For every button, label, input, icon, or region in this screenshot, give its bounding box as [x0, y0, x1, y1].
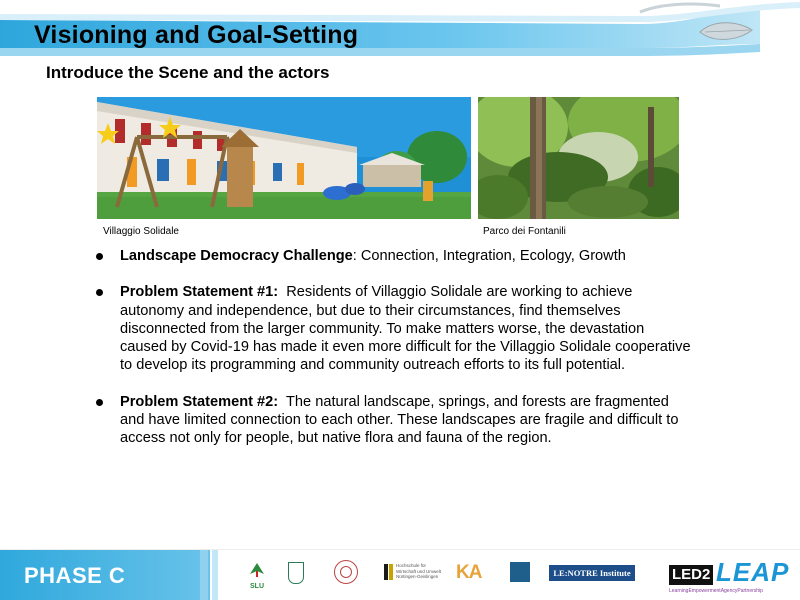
bullet-heading: Landscape Democracy Challenge [120, 248, 353, 264]
page-title: Visioning and Goal-Setting [34, 21, 359, 49]
partner-logo [510, 562, 530, 582]
led2-logo: LED2 [669, 565, 713, 585]
bullet-body: Connection, Integration, Ecology, Growth [360, 248, 626, 264]
villaggio-solidale-photo [97, 97, 471, 219]
phase-label: PHASE C [24, 563, 126, 588]
problem-list [93, 247, 693, 466]
phase-banner [0, 550, 210, 600]
leap-logo: LEAP [716, 557, 790, 587]
slu-leaf-icon [246, 562, 268, 578]
list-item [93, 247, 693, 265]
ka-logo: KA [456, 562, 482, 583]
bullet-heading: Problem Statement #1: [120, 284, 279, 301]
bullet-body: Residents of Villaggio Solidale are working to achieve autonomy and independence, but due to their circumstances, find themselves disconnected from the larger community. To make matters worse, the devastation caused by Covid-19 has made it even more difficult for the Villaggio Solidale cooperative to develop its programming and community outreach efforts to its full potential. [120, 284, 691, 374]
bullet-separator [278, 394, 286, 410]
slu-logo: SLU [246, 562, 268, 590]
university-crest-logo [288, 562, 304, 584]
nurtingen-mark-icon [384, 564, 394, 582]
bullet-separator: : [352, 248, 361, 264]
leap-tagline: LearningEmpowermentAgencyPartnership [669, 588, 763, 594]
lenotre-logo: LE:NOTRE Institute [549, 565, 635, 581]
bullet-body: The natural landscape, springs, and forests are fragmented and have limited connection to each other. These landscapes are fragile and difficult to access not only for people, but native flora and fauna of the region. [120, 393, 679, 447]
parco-dei-fontanili-caption: Parco dei Fontanili [483, 226, 566, 237]
footer: PHASE C SLU Hochschule für Wirtschaft und Umwelt Nürtingen-Geislingen KA LE:NOTRE Institute LED2 LEAP LearningEmpowermentAgencyPartnership [0, 549, 800, 600]
bullet-heading: Problem Statement #2: [120, 393, 279, 410]
phase-banner-stripes [200, 550, 230, 600]
list-item [93, 283, 693, 374]
parco-dei-fontanili-photo [478, 97, 679, 219]
university-seal-logo [334, 560, 358, 584]
villaggio-solidale-caption: Villaggio Solidale [103, 226, 179, 237]
list-item [93, 393, 693, 448]
page-subtitle: Introduce the Scene and the actors [46, 63, 330, 82]
